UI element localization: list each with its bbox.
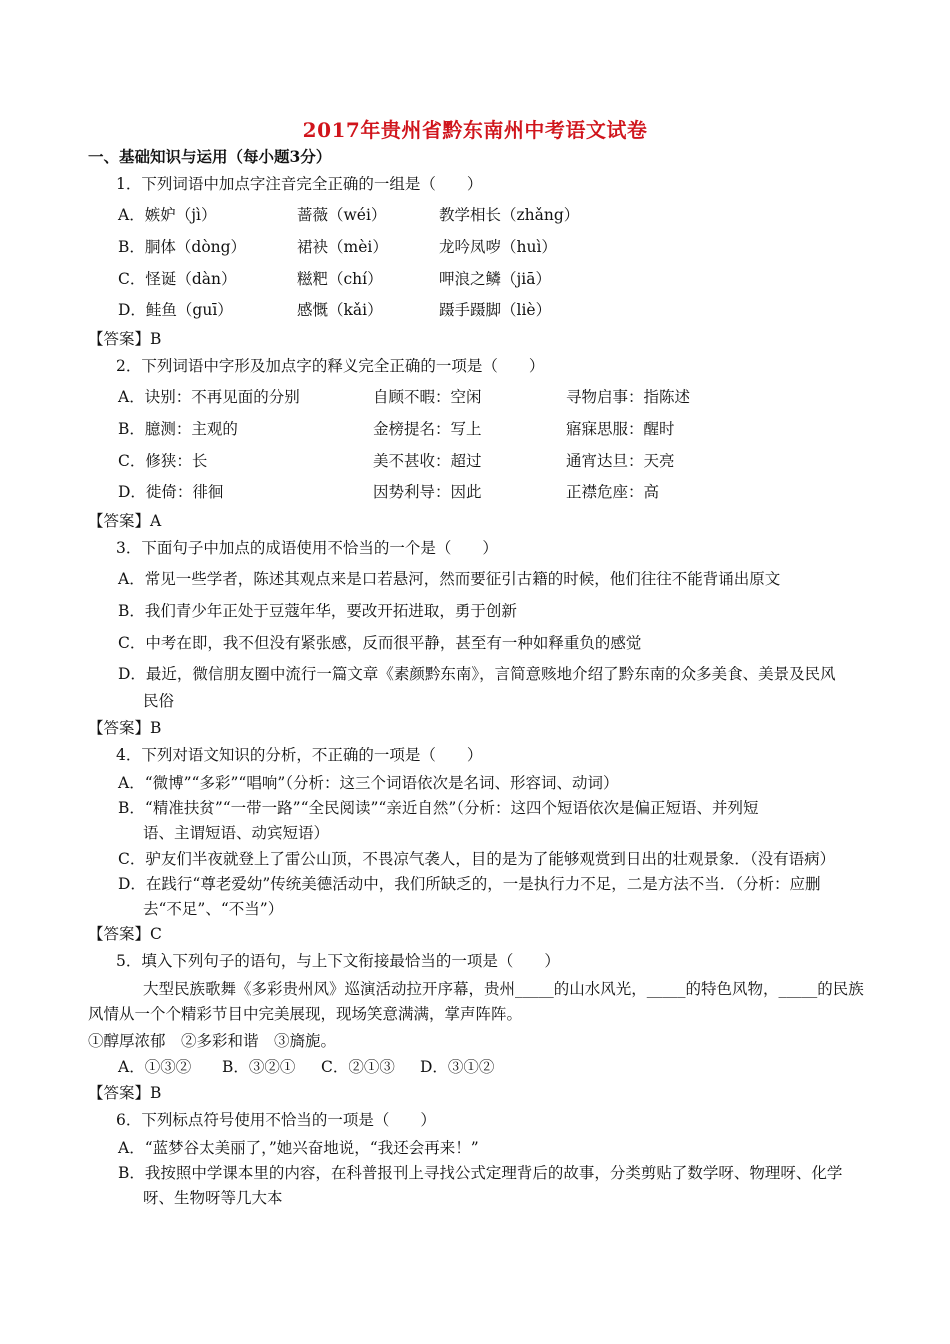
q1-option-c-3: 呷浪之鳞（jiā） bbox=[439, 270, 552, 288]
question-1-stem: 1．下列词语中加点字注音完全正确的一组是（ ） bbox=[116, 175, 483, 193]
q3-option-c: C．中考在即，我不但没有紧张感，反而很平静，甚至有一种如释重负的感觉 bbox=[118, 634, 642, 652]
answer-3 bbox=[88, 717, 161, 739]
question-2-stem: 2．下列词语中字形及加点字的释义完全正确的一项是（ ） bbox=[116, 357, 545, 375]
q4-option-d-cont: 去“不足”、“不当”） bbox=[143, 900, 284, 918]
q2-option-c-2: 美不甚收：超过 bbox=[373, 452, 482, 470]
q5-passage-line-1: 大型民族歌舞《多彩贵州风》巡演活动拉开序幕，贵州_____的山水风光，_____的特色风物，_____的民族 bbox=[143, 980, 864, 998]
q5-passage-line-2: 风情从一个个精彩节目中完美展现，现场笑意满满，掌声阵阵。 bbox=[88, 1005, 523, 1023]
q4-option-b: B．“精准扶贫”“一带一路”“全民阅读”“亲近自然”（分析：这四个短语依次是偏正短语、并列短 bbox=[118, 799, 759, 817]
answer-1 bbox=[88, 328, 161, 350]
q2-option-c-3: 通宵达旦：天亮 bbox=[566, 452, 675, 470]
question-5-stem: 5．填入下列句子的语句，与上下文衔接最恰当的一项是（ ） bbox=[116, 952, 560, 970]
q2-option-d-3: 正襟危座：高 bbox=[566, 483, 660, 501]
q2-option-b-3: 寤寐思服：醒时 bbox=[566, 420, 675, 438]
q2-option-b-1: B．臆测：主观的 bbox=[118, 420, 238, 438]
answer-label: 【答案】 bbox=[88, 1084, 151, 1102]
q1-option-c-2: 糍粑（chí） bbox=[297, 270, 383, 288]
q1-option-c-1: C．怪诞（dàn） bbox=[118, 270, 237, 288]
answer-5 bbox=[88, 1082, 161, 1104]
answer-value: B bbox=[150, 1084, 162, 1102]
answer-4 bbox=[88, 923, 162, 945]
q5-option-b: B．③②① bbox=[222, 1058, 296, 1076]
q1-option-b-3: 龙吟凤哕（huì） bbox=[439, 238, 557, 256]
answer-label: 【答案】 bbox=[88, 330, 151, 348]
q1-option-b-2: 裙袂（mèi） bbox=[297, 238, 388, 256]
q1-option-d-2: 感慨（kǎi） bbox=[297, 301, 383, 319]
answer-2 bbox=[88, 510, 161, 532]
q1-option-a-1: A．嫉妒（jì） bbox=[118, 206, 217, 224]
q3-option-d: D．最近，微信朋友圈中流行一篇文章《素颜黔东南》，言简意赅地介绍了黔东南的众多美食、美景及民风 bbox=[118, 665, 836, 683]
q4-option-d: D．在践行“尊老爱幼”传统美德活动中，我们所缺乏的，一是执行力不足，二是方法不当．（分析：应删 bbox=[118, 875, 821, 893]
q6-option-b: B．我按照中学课本里的内容，在科普报刊上寻找公式定理背后的故事，分类剪贴了数学呀、物理呀、化学 bbox=[118, 1164, 843, 1182]
answer-label: 【答案】 bbox=[88, 512, 151, 530]
page-title: 2017年贵州省黔东南州中考语文试卷 bbox=[302, 118, 648, 142]
question-6-stem: 6．下列标点符号使用不恰当的一项是（ ） bbox=[116, 1111, 436, 1129]
q2-option-a-3: 寻物启事：指陈述 bbox=[566, 388, 691, 406]
q5-option-d: D．③①② bbox=[420, 1058, 495, 1076]
q2-option-d-2: 因势利导：因此 bbox=[373, 483, 482, 501]
q3-option-a: A．常见一些学者，陈述其观点来是口若悬河，然而要征引古籍的时候，他们往往不能背诵出原文 bbox=[118, 570, 781, 588]
answer-label: 【答案】 bbox=[88, 925, 151, 943]
q2-option-a-1: A．诀别：不再见面的分别 bbox=[118, 388, 300, 406]
q2-option-b-2: 金榜提名：写上 bbox=[373, 420, 482, 438]
q2-option-a-2: 自顾不暇：空闲 bbox=[373, 388, 482, 406]
q6-option-a: A．“蓝梦谷太美丽了，”她兴奋地说，“我还会再来！” bbox=[118, 1139, 479, 1157]
q1-option-b-1: B．胴体（dòng） bbox=[118, 238, 247, 256]
q4-option-a: A．“微博”“多彩”“唱响”（分析：这三个词语依次是名词、形容词、动词） bbox=[118, 774, 619, 792]
q2-option-c-1: C．修狭：长 bbox=[118, 452, 208, 470]
q4-option-c: C．驴友们半夜就登上了雷公山顶，不畏凉气袭人，目的是为了能够观赏到日出的壮观景象．（没有语病） bbox=[118, 850, 836, 868]
question-4-stem: 4．下列对语文知识的分析，不正确的一项是（ ） bbox=[116, 746, 483, 764]
q1-option-d-3: 蹑手蹑脚（liè） bbox=[439, 301, 552, 319]
q6-option-b-cont: 呀、生物呀等几大本 bbox=[143, 1189, 283, 1207]
q5-choices: ①醇厚浓郁 ②多彩和谐 ③旖旎。 bbox=[88, 1032, 337, 1050]
q1-option-a-3: 教学相长（zhǎng） bbox=[439, 206, 580, 224]
q4-option-b-cont: 语、主谓短语、动宾短语） bbox=[143, 824, 330, 842]
q1-option-d-1: D．鲑鱼（guī） bbox=[118, 301, 233, 319]
q2-option-d-1: D．徙倚：徘徊 bbox=[118, 483, 224, 501]
q1-option-a-2: 蔷薇（wéi） bbox=[297, 206, 387, 224]
answer-value: A bbox=[150, 512, 162, 530]
section-heading: 一、基础知识与运用（每小题3分） bbox=[88, 147, 332, 166]
q5-option-a: A．①③② bbox=[118, 1058, 192, 1076]
answer-label: 【答案】 bbox=[88, 719, 151, 737]
q3-option-b: B．我们青少年正处于豆蔻年华，要改开拓进取，勇于创新 bbox=[118, 602, 517, 620]
answer-value: B bbox=[150, 719, 162, 737]
answer-value: C bbox=[150, 925, 162, 943]
question-3-stem: 3．下面句子中加点的成语使用不恰当的一个是（ ） bbox=[116, 539, 498, 557]
answer-value: B bbox=[150, 330, 162, 348]
q3-option-d-cont: 民俗 bbox=[143, 692, 175, 710]
q5-option-c: C．②①③ bbox=[321, 1058, 395, 1076]
